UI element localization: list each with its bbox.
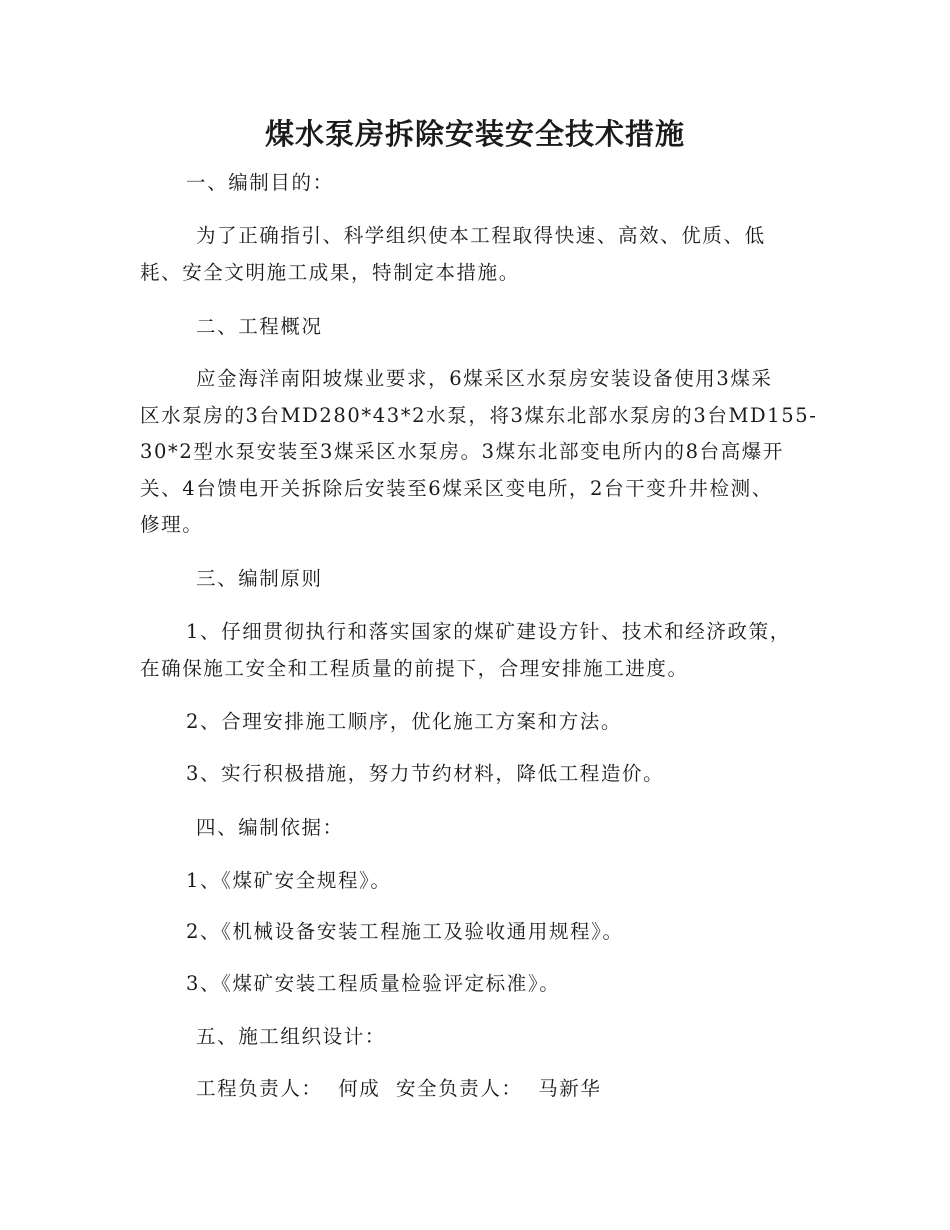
paragraph-line: 区水泵房的3台MD280*43*2水泵，将3煤东北部水泵房的3台MD155- bbox=[140, 403, 818, 427]
paragraph-line: 关、4台馈电开关拆除后安装至6煤采区变电所，2台干变升井检测、 bbox=[140, 476, 773, 500]
section3-item2: 2、合理安排施工顺序，优化施工方案和方法。 bbox=[186, 710, 623, 733]
section1-paragraph bbox=[140, 218, 812, 291]
section4-item3: 3、《煤矿安装工程质量检验评定标准》。 bbox=[186, 972, 561, 995]
document-title: 煤水泵房拆除安装安全技术措施 bbox=[264, 117, 685, 151]
paragraph-line: 修理。 bbox=[140, 513, 204, 536]
section2-paragraph bbox=[140, 361, 818, 544]
paragraph-line: 为了正确指引、科学组织使本工程取得快速、高效、优质、低 bbox=[196, 224, 766, 247]
section5-heading: 五、施工组织设计： bbox=[196, 1025, 386, 1048]
section3-heading: 三、编制原则 bbox=[196, 567, 323, 590]
paragraph-line: 应金海洋南阳坡煤业要求，6煤采区水泵房安装设备使用3煤采 bbox=[196, 367, 773, 390]
section3-item1 bbox=[140, 614, 812, 687]
section4-heading: 四、编制依据： bbox=[196, 816, 344, 839]
paragraph-line: 1、仔细贯彻执行和落实国家的煤矿建设方针、技术和经济政策， bbox=[186, 620, 791, 643]
section2-heading: 二、工程概况 bbox=[196, 315, 323, 338]
section1-heading: 一、编制目的： bbox=[186, 171, 334, 194]
paragraph-line: 30*2型水泵安装至3煤采区水泵房。3煤东北部变电所内的8台高爆开 bbox=[140, 440, 784, 463]
section4-item2: 2、《机械设备安装工程施工及验收通用规程》。 bbox=[186, 920, 624, 943]
staff-line: 工程负责人： 何成 安全负责人： 马新华 bbox=[196, 1077, 602, 1100]
paragraph-line: 在确保施工安全和工程质量的前提下，合理安排施工进度。 bbox=[140, 656, 689, 680]
section3-item3: 3、实行积极措施，努力节约材料，降低工程造价。 bbox=[186, 762, 665, 785]
paragraph-line: 耗、安全文明施工成果，特制定本措施。 bbox=[140, 260, 520, 284]
section4-item1: 1、《煤矿安全规程》。 bbox=[186, 869, 392, 892]
